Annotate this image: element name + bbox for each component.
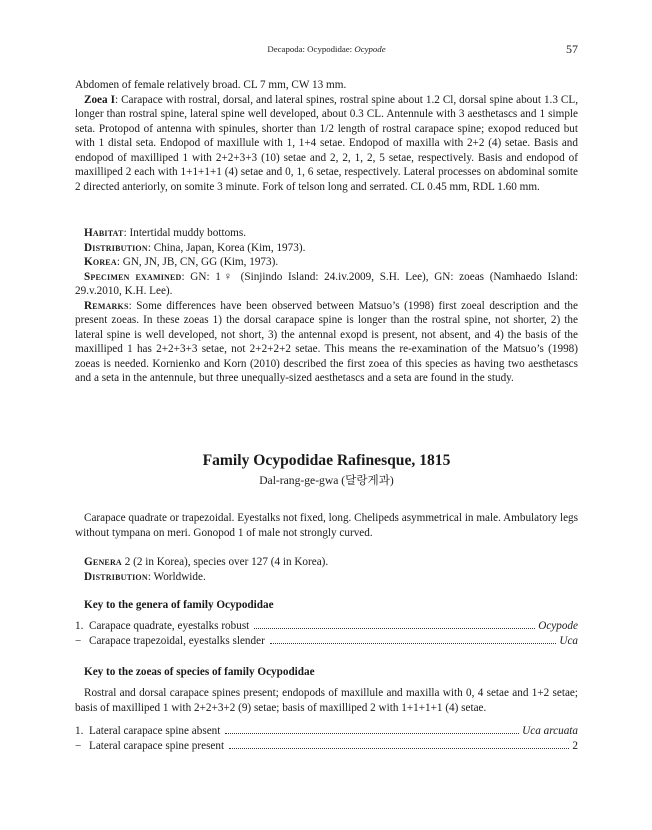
key-line-text: Lateral carapace spine present [89, 739, 225, 752]
family-heading-block [75, 452, 578, 488]
running-head [75, 44, 578, 54]
key-genera-heading: Key to the genera of family Ocypodidae [84, 599, 274, 611]
key-line-result: 2 [572, 739, 578, 752]
genera-text: 2 (2 in Korea), species over 127 (4 in Korea). [121, 556, 329, 568]
key-line-text: Carapace trapezoidal, eyestalks slender [89, 634, 265, 647]
family-distribution-paragraph [75, 570, 578, 585]
habitat-label: Habitat [84, 227, 124, 239]
habitat-paragraph [75, 226, 578, 241]
key-zoeas-intro: Rostral and dorsal carapace spines present; endopods of maxillule and maxilla with 0, 4 setae and 1+2 setae; basis of maxilliped 1 with 2+2+3+2 (9) setae; basis of maxilliped 2 with 1+1+1+1 (4) setae. [75, 687, 578, 714]
key-line-text: Lateral carapace spine absent [89, 725, 221, 737]
key-leader-dots [254, 627, 535, 629]
zoea-paragraph [75, 93, 578, 195]
key-line-result: Uca [559, 634, 578, 647]
remarks-text: : Some differences have been observed between Matsuo’s (1998) first zoeal description and the present zoeas. In these zoeas 1) the dorsal carapace spine is longer than the rostral spine, not shorter, 2) the lateral spine is well developed, not short, 3) the antennal exopd is present, not absent, and 4) the basis of the maxilliped 1 has 2+2+3+3 setae, not 2+2+2+2 setae. This means the re-examination of the Matsuo’s (1998) zoeas is needed. Kornienko and Korn (2010) described the first zoea of this species as having two aesthetascs and a seta in the antennule, but three unequally-sized aesthetascs and a seta are found in the study. [75, 299, 578, 384]
zoea-description-block [75, 78, 578, 194]
key-zoeas-block [75, 666, 578, 753]
key-genera-line [75, 634, 578, 649]
family-distribution-text: : Worldwide. [147, 570, 206, 583]
key-line-number: 1. [75, 620, 84, 632]
species-info-block [75, 226, 578, 386]
distribution-label: Distribution [84, 241, 148, 254]
specimen-text: : GN: 1♀ (Sinjindo Island: 24.iv.2009, S.H. Lee), GN: zoeas (Namhaedo Island: 29.v.2010, K.H. Lee). [75, 270, 578, 297]
korea-paragraph [75, 255, 578, 270]
key-line-result: Uca arcuata [522, 725, 578, 737]
key-line-number: 1. [75, 725, 84, 737]
key-leader-dots [229, 747, 569, 749]
family-genera-block [75, 555, 578, 584]
genera-label: Genera [84, 556, 122, 568]
distribution-text: : China, Japan, Korea (Kim, 1973). [147, 241, 306, 254]
key-line-text: Carapace quadrate, eyestalks robust [89, 620, 250, 632]
remarks-label: Remarks [84, 299, 129, 312]
key-leader-dots [225, 732, 519, 734]
family-korean-name: Dal-rang-ge-gwa (달랑게과) [259, 474, 394, 487]
key-zoeas-line [75, 724, 578, 739]
genera-paragraph [75, 555, 578, 570]
key-zoeas-line [75, 739, 578, 754]
specimen-paragraph [75, 270, 578, 299]
habitat-text: : Intertidal muddy bottoms. [123, 227, 247, 239]
key-leader-dots [270, 642, 557, 644]
key-genera-line [75, 619, 578, 634]
key-genera-block [75, 599, 578, 648]
family-description-block [75, 511, 578, 540]
key-line-number: − [75, 634, 82, 647]
key-zoeas-heading: Key to the zoeas of species of family Ocypodidae [84, 666, 315, 678]
family-distribution-label: Distribution [84, 570, 148, 583]
family-title: Family Ocypodidae Rafinesque, 1815 [202, 452, 451, 469]
distribution-paragraph [75, 241, 578, 256]
running-head-genus: Ocypode [354, 44, 386, 54]
family-description: Carapace quadrate or trapezoidal. Eyestalks not fixed, long. Chelipeds asymmetrical in male. Ambulatory legs without tympana on meri. Gonopod 1 of male not strongly curved. [75, 512, 578, 539]
korea-label: Korea [84, 256, 117, 268]
page-number: 57 [566, 42, 578, 56]
key-line-number: − [75, 739, 82, 752]
korea-text: : GN, JN, JB, CN, GG (Kim, 1973). [116, 256, 279, 268]
running-head-prefix: Decapoda: Ocypodidae: [267, 44, 355, 54]
remarks-paragraph [75, 299, 578, 386]
zoea-text: : Carapace with rostral, dorsal, and lateral spines, rostral spine about 1.2 Cl, dorsal spine about 1.3 CL, longer than rostral spine, lateral spine well developed, about 0.3 CL. Antennule with 3 aesthetascs and 1 simple seta. Protopod of antenna with spinules, shorter than 1/2 length of rostral carapace spine; exopod reduced but with 1 distal seta. Endopod of maxillule with 1, 1+4 setae. Endopod of maxilla with 2+2 (4) setae. Basis and endopod of maxilliped 1 with 2+2+3+3 (10) setae and 2, 2, 1, 2, 5 setae, respectively. Basis and endopod of maxilliped 2 each with 1+1+1+1 (4) setae and 0, 1, 6 setae, respectively. Lateral processes on abdominal somite 2 directed anteriorly, on somite 3 minute. Fork of telson long and serrated. CL 0.45 mm, RDL 1.60 mm. [75, 93, 579, 193]
specimen-label: Specimen examined [84, 270, 182, 283]
abdomen-paragraph: Abdomen of female relatively broad. CL 7 mm, CW 13 mm. [75, 79, 347, 91]
zoea-label: Zoea I [84, 93, 115, 106]
key-line-result: Ocypode [538, 620, 578, 632]
